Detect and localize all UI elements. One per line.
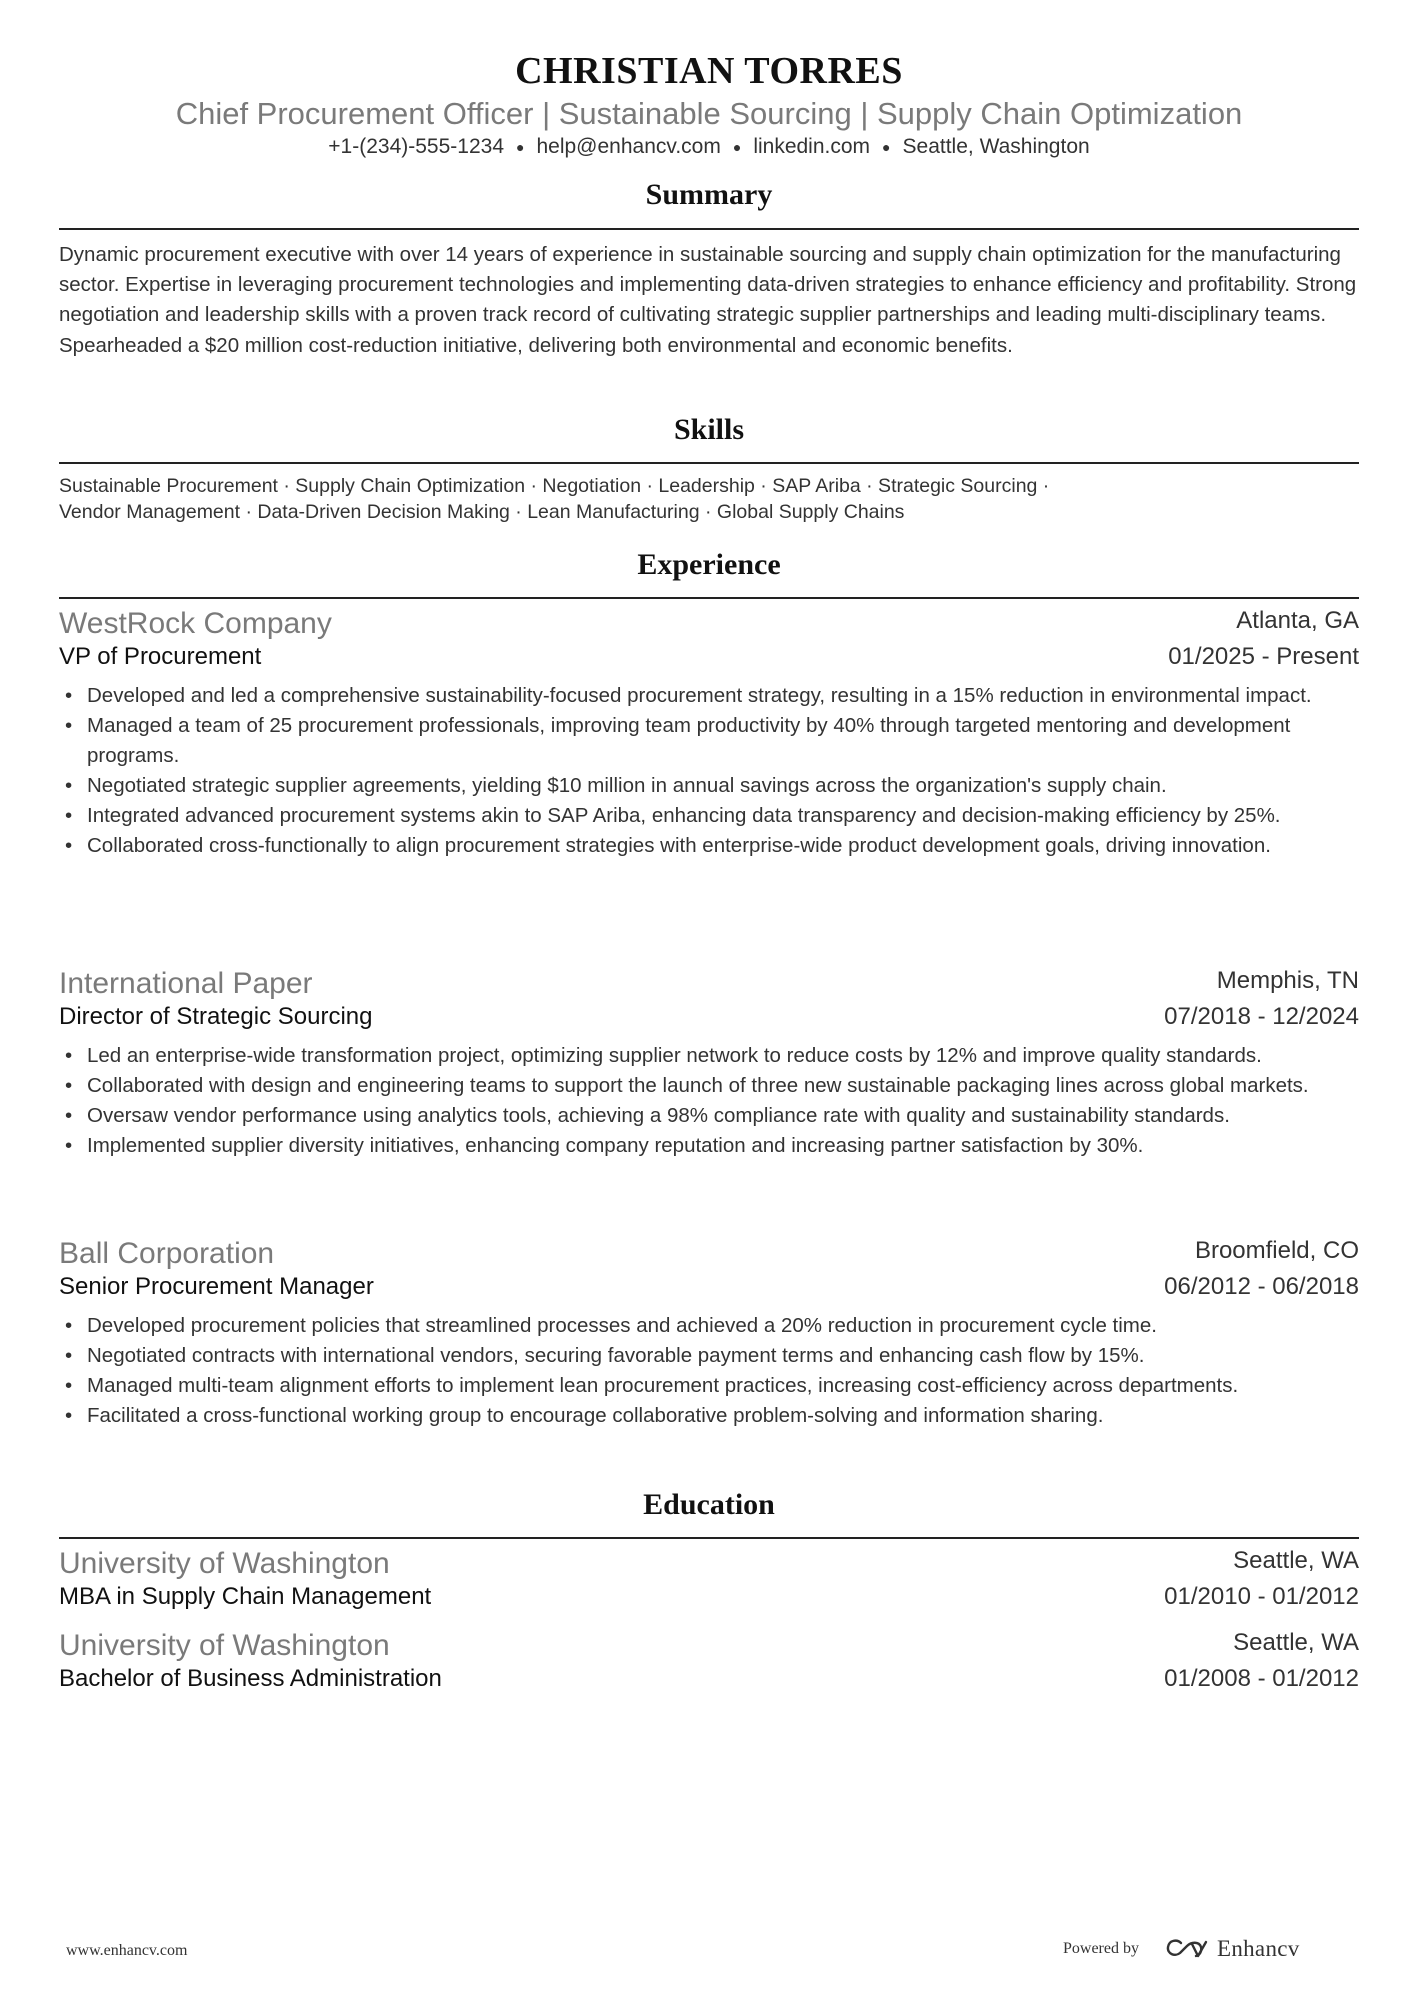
- skills-heading: Skills: [673, 413, 745, 446]
- list-item: • Managed a team of 25 procurement professionals, improving team productivity by 40% through targeted mentoring and development programs.: [59, 711, 1359, 771]
- company-name: Ball Corporation: [59, 1237, 275, 1270]
- list-item: • Negotiated strategic supplier agreements, yielding $10 million in annual savings across the organization's supply chain.: [59, 771, 1359, 801]
- list-item: • Collaborated cross-functionally to align procurement strategies with enterprise-wide product development goals, driving innovation.: [59, 831, 1359, 861]
- candidate-title: Chief Procurement Officer | Sustainable Sourcing | Supply Chain Optimization: [175, 96, 1243, 131]
- skills-line: Vendor Management · Data-Driven Decision Making · Lean Manufacturing · Global Supply Chains: [59, 501, 905, 523]
- job-bullets: [59, 681, 1359, 861]
- list-item: • Managed multi-team alignment efforts to implement lean procurement practices, increasing cost-efficiency across departments.: [59, 1371, 1359, 1401]
- education-dates: 01/2008 - 01/2012: [1164, 1665, 1359, 1692]
- company-name: WestRock Company: [59, 607, 332, 640]
- list-item: • Implemented supplier diversity initiatives, enhancing company reputation and increasing partner satisfaction by 30%.: [59, 1131, 1359, 1161]
- school-location: Seattle, WA: [1233, 1547, 1359, 1574]
- powered-by-label: Powered by: [1063, 1940, 1139, 1957]
- school-name: University of Washington: [59, 1629, 390, 1662]
- job-dates: 06/2012 - 06/2018: [1164, 1273, 1359, 1300]
- job-bullets: [59, 1041, 1359, 1161]
- enhancv-logo-icon: [1165, 1938, 1209, 1960]
- email[interactable]: help@enhancv.com: [536, 135, 721, 158]
- school-location: Seattle, WA: [1233, 1629, 1359, 1656]
- brand-name: Enhancv: [1216, 1936, 1300, 1961]
- skills-list: [59, 473, 1359, 525]
- list-item: • Developed procurement policies that streamlined processes and achieved a 20% reduction in procurement cycle time.: [59, 1311, 1359, 1341]
- job-dates: 01/2025 - Present: [1168, 643, 1359, 670]
- section-divider: [59, 228, 1359, 230]
- brand-logo[interactable]: [1165, 1936, 1300, 1962]
- job-location: Memphis, TN: [1216, 967, 1359, 994]
- experience-heading: Experience: [637, 548, 781, 581]
- school-name: University of Washington: [59, 1547, 390, 1580]
- company-name: International Paper: [59, 967, 313, 1000]
- candidate-name: CHRISTIAN TORRES: [515, 50, 903, 92]
- separator-dot: ●: [882, 139, 891, 156]
- list-item: • Led an enterprise-wide transformation project, optimizing supplier network to reduce costs by 12% and improve quality standards.: [59, 1041, 1359, 1071]
- section-divider: [59, 1537, 1359, 1539]
- skills-line: Sustainable Procurement · Supply Chain Optimization · Negotiation · Leadership · SAP Ariba · Strategic Sourcing ·: [59, 475, 1050, 497]
- education-dates: 01/2010 - 01/2012: [1164, 1583, 1359, 1610]
- degree: Bachelor of Business Administration: [59, 1665, 442, 1692]
- separator-dot: ●: [516, 139, 525, 156]
- separator-dot: ●: [732, 139, 742, 156]
- contact-line: [59, 133, 1359, 161]
- education-heading: Education: [643, 1488, 775, 1521]
- section-divider: [59, 597, 1359, 599]
- job-bullets: [59, 1311, 1359, 1431]
- list-item: • Negotiated contracts with international vendors, securing favorable payment terms and enhancing cash flow by 15%.: [59, 1341, 1359, 1371]
- footer-branding: [1063, 1935, 1300, 1963]
- job-location: Atlanta, GA: [1236, 607, 1359, 634]
- phone: +1-(234)-555-1234: [328, 135, 504, 158]
- job-title: VP of Procurement: [59, 643, 262, 670]
- linkedin[interactable]: linkedin.com: [753, 135, 871, 158]
- list-item: • Developed and led a comprehensive sustainability-focused procurement strategy, resulting in a 15% reduction in environmental impact.: [59, 681, 1359, 711]
- section-divider: [59, 462, 1359, 464]
- job-location: Broomfield, CO: [1194, 1237, 1359, 1264]
- list-item: • Collaborated with design and engineering teams to support the launch of three new sustainable packaging lines across global markets.: [59, 1071, 1359, 1101]
- summary-text: Dynamic procurement executive with over 14 years of experience in sustainable sourcing and supply chain optimization for the manufacturing sector. Expertise in leveraging procurement technologies and implementing data-driven strategies to enhance efficiency and profitability. Strong negotiation and leadership skills with a proven track record of cultivating strategic supplier partnerships and leading multi-disciplinary teams. Spearheaded a $20 million cost-reduction initiative, delivering both environmental and economic benefits.: [59, 243, 1357, 357]
- location: Seattle, Washington: [902, 135, 1090, 158]
- list-item: • Oversaw vendor performance using analytics tools, achieving a 98% compliance rate with quality and sustainability standards.: [59, 1101, 1359, 1131]
- list-item: • Integrated advanced procurement systems akin to SAP Ariba, enhancing data transparency and decision-making efficiency by 25%.: [59, 801, 1359, 831]
- degree: MBA in Supply Chain Management: [59, 1583, 432, 1610]
- job-dates: 07/2018 - 12/2024: [1164, 1003, 1359, 1030]
- job-title: Senior Procurement Manager: [59, 1273, 374, 1300]
- list-item: • Facilitated a cross-functional working group to encourage collaborative problem-solving and information sharing.: [59, 1401, 1359, 1431]
- job-title: Director of Strategic Sourcing: [59, 1003, 373, 1030]
- footer-website[interactable]: www.enhancv.com: [66, 1942, 188, 1959]
- summary-heading: Summary: [645, 178, 773, 211]
